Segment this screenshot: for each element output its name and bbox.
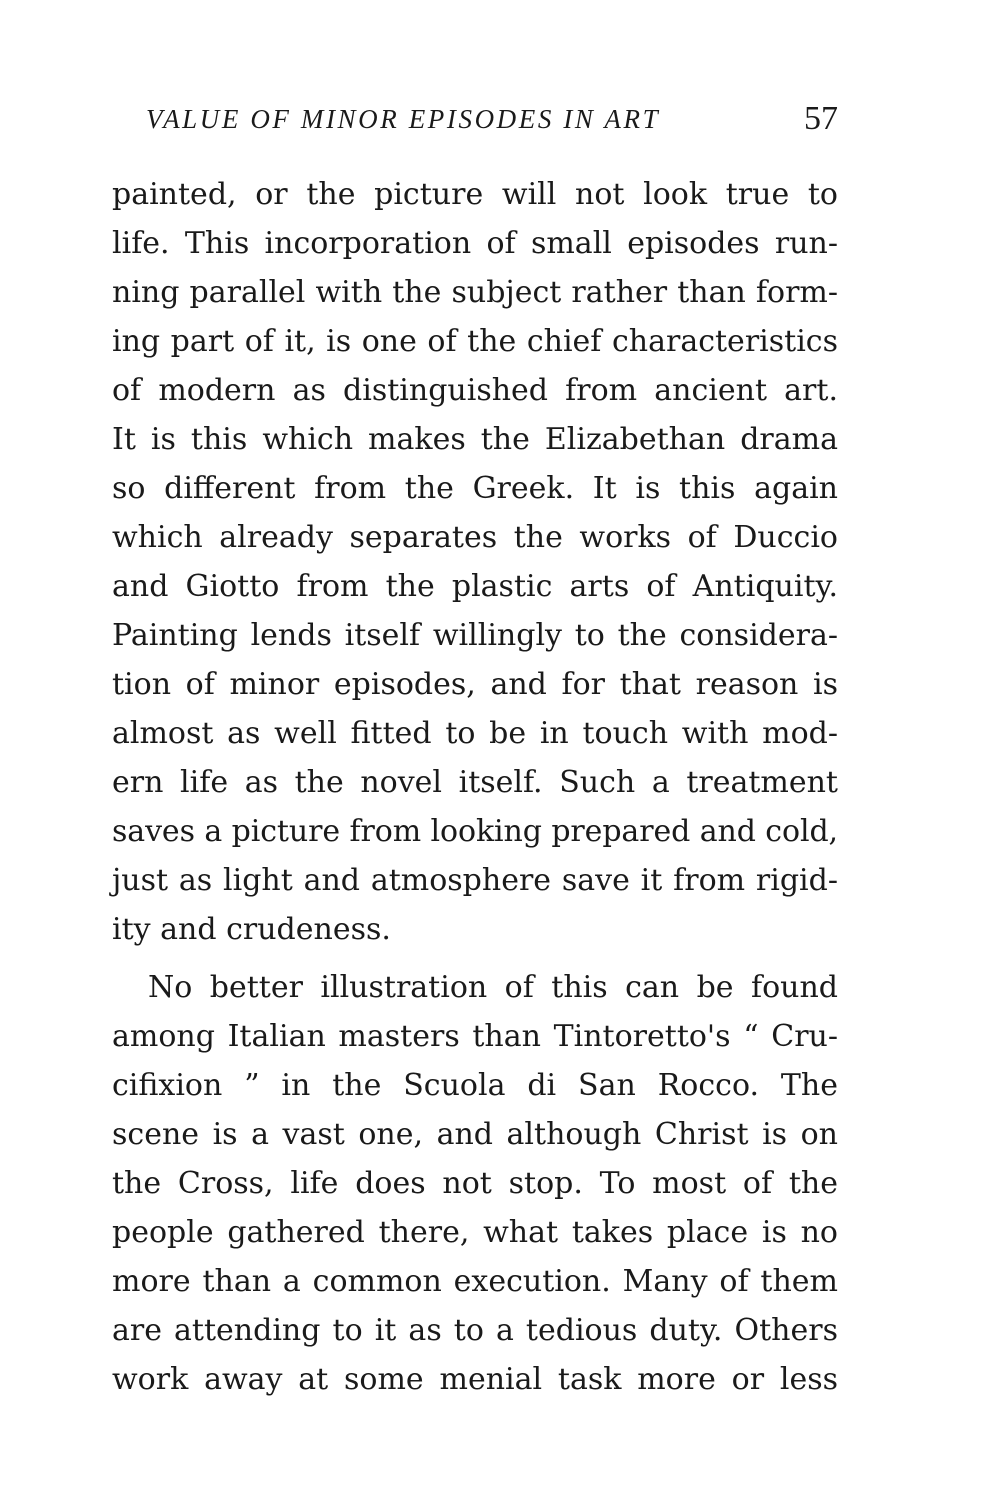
text-line: ing part of it, is one of the chief characteristics xyxy=(112,324,838,359)
text-line: so different from the Greek. It is this again xyxy=(112,471,838,506)
text-line: tion of minor episodes, and for that reason is xyxy=(112,667,838,702)
text-line: are attending to it as to a tedious duty. Others xyxy=(112,1313,838,1348)
text-line: scene is a vast one, and although Christ is on xyxy=(112,1117,838,1152)
text-line: painted, or the picture will not look true to xyxy=(112,177,838,212)
paragraph-1 xyxy=(112,170,838,954)
running-head xyxy=(110,100,838,144)
text-line: ning parallel with the subject rather than form- xyxy=(112,275,838,310)
paragraph-gap xyxy=(112,954,838,963)
text-line: Painting lends itself willingly to the considera- xyxy=(112,618,838,653)
text-line: just as light and atmosphere save it from rigid- xyxy=(112,863,838,898)
text-line: of modern as distinguished from ancient art. xyxy=(112,373,838,408)
text-line: No better illustration of this can be found xyxy=(148,970,838,1005)
text-line: saves a picture from looking prepared and cold, xyxy=(112,814,838,849)
text-line: cifixion ” in the Scuola di San Rocco. The xyxy=(112,1068,838,1103)
text-line: life. This incorporation of small episodes run- xyxy=(112,226,838,261)
text-line: work away at some menial task more or less xyxy=(112,1362,838,1397)
text-line: more than a common execution. Many of them xyxy=(112,1264,838,1299)
text-line: and Giotto from the plastic arts of Antiquity. xyxy=(112,569,838,604)
text-line: ity and crudeness. xyxy=(112,912,391,947)
body-text xyxy=(112,170,838,1404)
text-line: almost as well fitted to be in touch with mod- xyxy=(112,716,838,751)
paragraph-2 xyxy=(112,963,838,1404)
text-line: which already separates the works of Duccio xyxy=(112,520,838,555)
running-title: VALUE OF MINOR EPISODES IN ART xyxy=(146,104,661,134)
page-number: 57 xyxy=(804,100,838,137)
text-line: It is this which makes the Elizabethan drama xyxy=(112,422,838,457)
text-line: among Italian masters than Tintoretto's “ Cru- xyxy=(112,1019,838,1054)
text-line: people gathered there, what takes place is no xyxy=(112,1215,838,1250)
text-line: the Cross, life does not stop. To most of the xyxy=(112,1166,838,1201)
text-line: ern life as the novel itself. Such a treatment xyxy=(112,765,838,800)
